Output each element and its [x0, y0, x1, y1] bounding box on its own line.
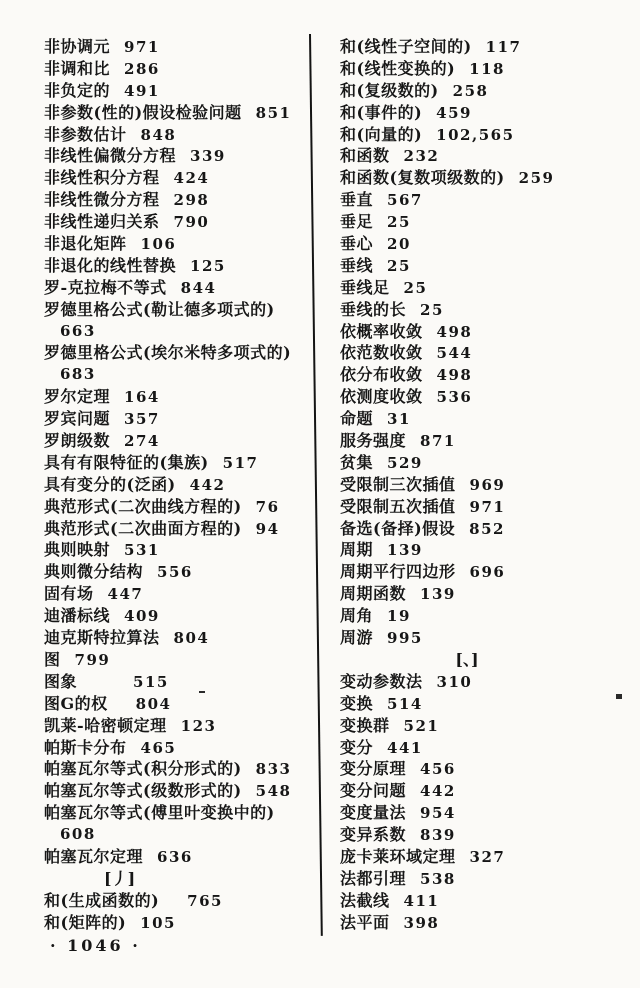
index-entry	[340, 561, 624, 583]
entry-term: 固有场	[44, 584, 94, 604]
entry-page-number: 25	[420, 300, 444, 319]
entry-page-number: 531	[124, 541, 160, 560]
index-entry	[44, 233, 312, 255]
index-entry	[44, 737, 312, 759]
index-entry	[44, 342, 312, 364]
entry-page-number: 139	[420, 585, 456, 604]
index-entry	[44, 518, 312, 540]
entry-page-number: 327	[469, 847, 506, 866]
index-entry	[44, 605, 312, 627]
section-header: [、]	[455, 649, 479, 669]
entry-page-number: 848	[140, 125, 177, 144]
entry-page-number: 459	[436, 103, 472, 122]
entry-page-number: 521	[403, 716, 440, 735]
entry-page-number: 19	[387, 607, 411, 626]
index-entry	[340, 36, 624, 58]
entry-page-number: 102,565	[436, 125, 515, 144]
index-entry	[44, 890, 312, 912]
entry-page-number: 232	[403, 147, 440, 166]
entry-page-number: 259	[518, 169, 555, 188]
entry-term: 垂直	[340, 190, 374, 210]
index-entry	[340, 868, 624, 890]
entry-term: 和(向量的)	[340, 124, 423, 144]
entry-page-number: 441	[387, 738, 423, 757]
entry-term: 垂心	[340, 234, 374, 254]
entry-term: 典则微分结构	[44, 562, 144, 582]
entry-page-number: 31	[387, 410, 411, 429]
entry-page-number: 274	[124, 432, 160, 451]
index-entry	[340, 255, 624, 277]
entry-term: 罗尔定理	[44, 387, 111, 407]
entry-term: 和(事件的)	[340, 102, 423, 122]
index-entry	[44, 277, 312, 299]
entry-term: 垂足	[340, 212, 374, 232]
entry-term: 变换群	[340, 715, 390, 735]
index-entry	[44, 846, 312, 868]
entry-page-number: 424	[173, 169, 210, 188]
entry-page-number: 844	[180, 278, 217, 297]
entry-term: 典则映射	[44, 540, 111, 560]
index-entry	[340, 518, 624, 540]
entry-term: 庞卡莱环域定理	[340, 846, 456, 866]
index-entry	[340, 846, 624, 868]
entry-page-number: 357	[124, 410, 160, 429]
index-column-right	[340, 36, 624, 934]
index-entry	[340, 430, 624, 452]
index-entry	[340, 58, 624, 80]
entry-term: 图象	[44, 671, 78, 691]
entry-page-number: 538	[420, 869, 456, 888]
entry-page-number: 790	[173, 213, 210, 232]
entry-page-number: 636	[157, 847, 193, 866]
index-entry	[340, 233, 624, 255]
index-entry	[340, 824, 624, 846]
index-entry	[340, 189, 624, 211]
index-entry	[44, 299, 312, 321]
index-entry	[340, 386, 624, 408]
entry-term: 服务强度	[340, 431, 407, 451]
entry-term: 周期平行四边形	[340, 562, 456, 582]
index-entry	[44, 430, 312, 452]
entry-page-number: 567	[387, 191, 423, 210]
index-entry	[44, 167, 312, 189]
scan-artifact	[616, 694, 622, 699]
index-entry	[44, 715, 312, 737]
entry-term: 变分	[340, 737, 374, 757]
entry-term: 罗德里格公式(埃尔米特多项式的)	[44, 343, 292, 363]
index-entry	[340, 321, 624, 343]
entry-term: 变异系数	[340, 825, 407, 845]
index-entry	[340, 496, 624, 518]
entry-term: 法平面	[340, 912, 390, 932]
index-entry	[340, 342, 624, 364]
entry-page-number: 954	[420, 804, 456, 823]
entry-page-number: 696	[469, 563, 506, 582]
entry-page-number: 139	[387, 541, 423, 560]
entry-term: 非调和比	[44, 58, 111, 78]
index-entry	[340, 124, 624, 146]
entry-term: 依概率收敛	[340, 321, 423, 341]
entry-page-number: 106	[140, 235, 177, 254]
index-entry	[44, 627, 312, 649]
entry-term: 和(复级数的)	[340, 80, 439, 100]
index-entry	[44, 36, 312, 58]
entry-page-number: 118	[469, 59, 505, 78]
index-entry	[340, 167, 624, 189]
entry-term: 和(矩阵的)	[44, 912, 127, 932]
entry-term: 罗朗级数	[44, 431, 111, 451]
entry-term: 法都引理	[340, 868, 407, 888]
index-entry	[340, 211, 624, 233]
entry-page-number: 465	[140, 738, 177, 757]
entry-term: 周期	[340, 540, 374, 560]
entry-page-number: 799	[74, 650, 111, 669]
index-entry	[44, 780, 312, 802]
index-entry	[44, 802, 312, 824]
entry-page-number: 851	[255, 103, 292, 122]
entry-term: 典范形式(二次曲线方程的)	[44, 496, 242, 516]
entry-term: 图	[44, 649, 61, 669]
entry-page-number: 25	[403, 278, 428, 297]
index-entry	[340, 145, 624, 167]
entry-page-number: 839	[420, 826, 456, 845]
entry-term: 受限制五次插值	[340, 496, 456, 516]
entry-page-number: 852	[469, 519, 505, 538]
index-entry	[44, 80, 312, 102]
index-entry	[340, 627, 624, 649]
entry-term: 依分布收敛	[340, 365, 423, 385]
entry-page-number: 498	[436, 322, 473, 341]
entry-term: 贫集	[340, 452, 374, 472]
entry-page-number: 529	[387, 453, 423, 472]
entry-term: 帕塞瓦尔等式(傅里叶变换中的)	[44, 803, 275, 823]
index-entry	[44, 496, 312, 518]
index-entry	[340, 802, 624, 824]
index-column-left	[44, 36, 312, 934]
entry-page-number: 971	[124, 38, 160, 56]
entry-page-number: 491	[124, 81, 160, 100]
entry-term: 非退化矩阵	[44, 234, 127, 254]
entry-term: 和(生成函数的)	[44, 890, 160, 910]
entry-page-number: 258	[452, 81, 489, 100]
index-entry	[44, 693, 312, 715]
entry-page-number: 517	[222, 453, 259, 472]
entry-page-number: 871	[420, 432, 456, 451]
entry-page-number: 94	[255, 519, 280, 538]
entry-term: 备选(备择)假设	[340, 518, 456, 538]
entry-term: 依测度收敛	[340, 387, 423, 407]
index-entry	[44, 189, 312, 211]
entry-page-number: 117	[485, 38, 522, 56]
entry-page-number: 514	[387, 694, 423, 713]
entry-term: 凯莱-哈密顿定理	[44, 715, 167, 735]
entry-page-number: 339	[190, 147, 226, 166]
entry-page-number: 556	[157, 563, 193, 582]
index-entry	[340, 890, 624, 912]
entry-term: 帕塞瓦尔等式(积分形式的)	[44, 759, 242, 779]
entry-term: 罗宾问题	[44, 409, 111, 429]
entry-term: 帕塞瓦尔定理	[44, 846, 144, 866]
entry-page-number: 411	[403, 891, 440, 910]
index-entry	[44, 211, 312, 233]
entry-term: 命题	[340, 409, 374, 429]
entry-term: 迪克斯特拉算法	[44, 628, 160, 648]
index-entry	[44, 912, 312, 934]
index-entry	[44, 102, 312, 124]
entry-term: 和函数(复数项级数的)	[340, 168, 505, 188]
entry-page-number: 536	[436, 388, 473, 407]
entry-page-number: 20	[387, 235, 411, 254]
entry-term: 和函数	[340, 146, 390, 166]
entry-page-number: 442	[420, 782, 456, 801]
entry-term: 周游	[340, 628, 374, 648]
entry-term: 变分原理	[340, 759, 407, 779]
entry-term: 帕塞瓦尔等式(级数形式的)	[44, 781, 242, 801]
index-entry	[340, 912, 624, 934]
entry-term: 受限制三次插值	[340, 474, 456, 494]
index-entry	[44, 124, 312, 146]
entry-page-number: 105	[140, 913, 176, 932]
index-entry	[44, 583, 312, 605]
entry-term: 依范数收敛	[340, 343, 423, 363]
index-entry	[340, 715, 624, 737]
entry-page-number: 548	[255, 782, 292, 801]
index-entry	[340, 102, 624, 124]
entry-page-number: 286	[124, 59, 160, 78]
entry-term: 垂线的长	[340, 299, 407, 319]
index-entry	[340, 277, 624, 299]
entry-term: 非参数估计	[44, 124, 127, 144]
entry-page-number: 442	[189, 475, 226, 494]
entry-term: 变分问题	[340, 781, 407, 801]
page-number: · 1046 ·	[50, 936, 141, 955]
entry-page-number: 123	[180, 716, 217, 735]
entry-term: 法截线	[340, 890, 390, 910]
entry-term: 非退化的线性替换	[44, 255, 177, 275]
entry-term: 周角	[340, 606, 374, 626]
index-entry	[340, 583, 624, 605]
entry-page-number: 409	[124, 607, 160, 626]
section-header: [丿]	[104, 868, 136, 888]
entry-term: 非线性递归关系	[44, 212, 160, 232]
entry-page-number: 25	[387, 256, 411, 275]
index-entry	[44, 386, 312, 408]
index-entry	[44, 649, 312, 671]
entry-term: 垂线足	[340, 277, 390, 297]
entry-term: 变换	[340, 693, 374, 713]
index-entry	[340, 80, 624, 102]
index-entry	[44, 539, 312, 561]
entry-term: 典范形式(二次曲面方程的)	[44, 518, 242, 538]
entry-page-number: 25	[387, 213, 411, 232]
entry-page-number: 298	[173, 191, 210, 210]
index-entry	[340, 299, 624, 321]
entry-term: 具有变分的(泛函)	[44, 474, 176, 494]
entry-page-number: 544	[436, 344, 473, 363]
entry-page-number: 398	[403, 913, 440, 932]
entry-term: 变度量法	[340, 803, 407, 823]
entry-continuation-page: 663	[60, 321, 96, 340]
index-entry	[44, 561, 312, 583]
entry-term: 罗德里格公式(勒让德多项式的)	[44, 299, 275, 319]
index-entry	[340, 758, 624, 780]
entry-term: 图G的权	[44, 693, 108, 713]
entry-page-number: 310	[436, 672, 473, 691]
entry-page-number: 969	[469, 475, 506, 494]
index-entry	[44, 671, 312, 693]
entry-term: 周期函数	[340, 584, 407, 604]
index-entry	[340, 671, 624, 693]
index-entry	[340, 408, 624, 430]
index-entry	[44, 255, 312, 277]
entry-page-number: 456	[420, 760, 456, 779]
entry-term: 帕斯卡分布	[44, 737, 127, 757]
index-entry	[44, 408, 312, 430]
index-entry	[340, 364, 624, 386]
entry-continuation-page: 683	[60, 365, 96, 384]
entry-term: 非参数(性的)假设检验问题	[44, 102, 242, 122]
entry-page-number: 125	[190, 256, 226, 275]
entry-term: 和(线性变换的)	[340, 58, 456, 78]
index-entry	[44, 452, 312, 474]
entry-page-number: 804	[135, 694, 172, 713]
index-entry	[340, 452, 624, 474]
index-entry	[44, 758, 312, 780]
entry-page-number: 76	[255, 497, 280, 516]
index-entry	[44, 145, 312, 167]
index-entry	[340, 474, 624, 496]
index-entry	[340, 539, 624, 561]
entry-term: 变动参数法	[340, 671, 423, 691]
index-entry	[340, 605, 624, 627]
index-entry	[44, 474, 312, 496]
entry-page-number: 833	[255, 760, 292, 779]
entry-page-number: 515	[133, 672, 169, 691]
entry-page-number: 765	[187, 891, 223, 910]
entry-term: 非线性偏微分方程	[44, 146, 177, 166]
entry-page-number: 498	[436, 366, 473, 385]
scan-artifact	[199, 691, 205, 693]
entry-page-number: 804	[173, 629, 210, 648]
entry-page-number: 164	[124, 388, 160, 407]
entry-term: 非负定的	[44, 80, 111, 100]
entry-term: 迪潘标线	[44, 606, 111, 626]
entry-page-number: 995	[387, 629, 423, 648]
entry-term: 具有有限特征的(集族)	[44, 452, 209, 472]
entry-term: 非线性积分方程	[44, 168, 160, 188]
entry-term: 和(线性子空间的)	[340, 37, 472, 56]
index-entry	[340, 780, 624, 802]
index-entry	[44, 58, 312, 80]
index-entry	[340, 693, 624, 715]
entry-term: 垂线	[340, 255, 374, 275]
entry-continuation-page: 608	[60, 825, 96, 844]
entry-page-number: 971	[469, 497, 506, 516]
index-entry	[340, 737, 624, 759]
entry-term: 罗-克拉梅不等式	[44, 277, 167, 297]
entry-term: 非协调元	[44, 37, 111, 56]
entry-term: 非线性微分方程	[44, 190, 160, 210]
entry-page-number: 447	[107, 585, 144, 604]
